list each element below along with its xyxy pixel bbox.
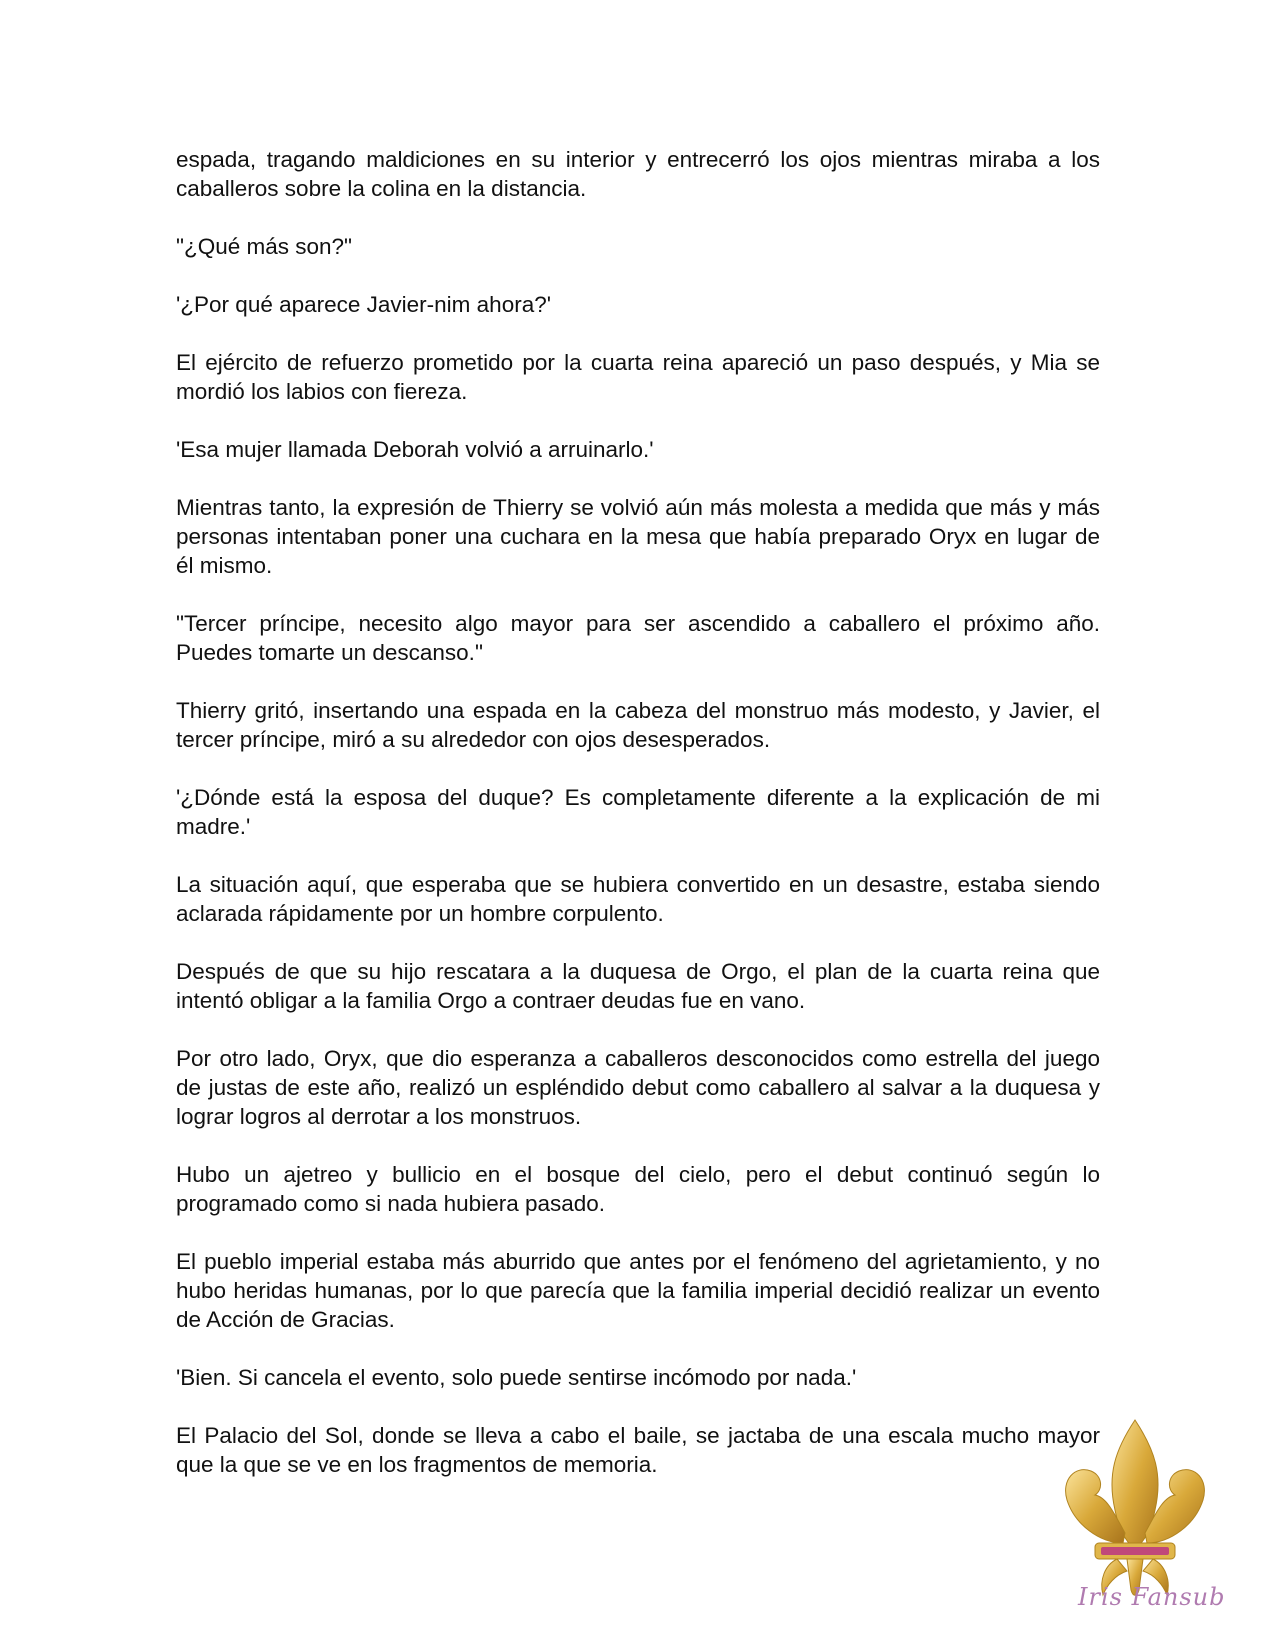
paragraph: El Palacio del Sol, donde se lleva a cabo el baile, se jactaba de una escala mucho mayor que la que se ve en los fragmentos de memoria. [176,1423,1100,1477]
paragraph: El pueblo imperial estaba más aburrido que antes por el fenómeno del agrietamiento, y no hubo heridas humanas, por lo que parecía que la familia imperial decidió realizar un evento de Acción de Gracias. [176,1249,1100,1332]
paragraph: La situación aquí, que esperaba que se hubiera convertido en un desastre, estaba siendo aclarada rápidamente por un hombre corpulento. [176,872,1100,926]
document-body [176,145,1100,1508]
paragraph: El ejército de refuerzo prometido por la cuarta reina apareció un paso después, y Mia se mordió los labios con fiereza. [176,350,1100,404]
paragraph: 'Bien. Si cancela el evento, solo puede sentirse incómodo por nada.' [176,1365,857,1390]
paragraph: "¿Qué más son?" [176,234,353,259]
paragraph: 'Esa mujer llamada Deborah volvió a arruinarlo.' [176,437,654,462]
paragraph: Mientras tanto, la expresión de Thierry se volvió aún más molesta a medida que más y más personas intentaban poner una cuchara en la mesa que había preparado Oryx en lugar de él mismo. [176,495,1100,578]
watermark-signature: Iris Fansub [1078,1583,1226,1611]
paragraph: Después de que su hijo rescatara a la duquesa de Orgo, el plan de la cuarta reina que intentó obligar a la familia Orgo a contraer deudas fue en vano. [176,959,1100,1013]
paragraph: '¿Por qué aparece Javier-nim ahora?' [176,292,552,317]
paragraph: "Tercer príncipe, necesito algo mayor para ser ascendido a caballero el próximo año. Puedes tomarte un descanso." [176,611,1100,665]
paragraph: Hubo un ajetreo y bullicio en el bosque del cielo, pero el debut continuó según lo programado como si nada hubiera pasado. [176,1162,1100,1216]
paragraph: Por otro lado, Oryx, que dio esperanza a caballeros desconocidos como estrella del juego de justas de este año, realizó un espléndido debut como caballero al salvar a la duquesa y lograr logros al derrotar a los monstruos. [176,1046,1100,1129]
paragraph: Thierry gritó, insertando una espada en la cabeza del monstruo más modesto, y Javier, el tercer príncipe, miró a su alrededor con ojos desesperados. [176,698,1100,752]
paragraph: espada, tragando maldiciones en su interior y entrecerró los ojos mientras miraba a los caballeros sobre la colina en la distancia. [176,147,1100,201]
paragraph: '¿Dónde está la esposa del duque? Es completamente diferente a la explicación de mi madre.' [176,785,1100,839]
